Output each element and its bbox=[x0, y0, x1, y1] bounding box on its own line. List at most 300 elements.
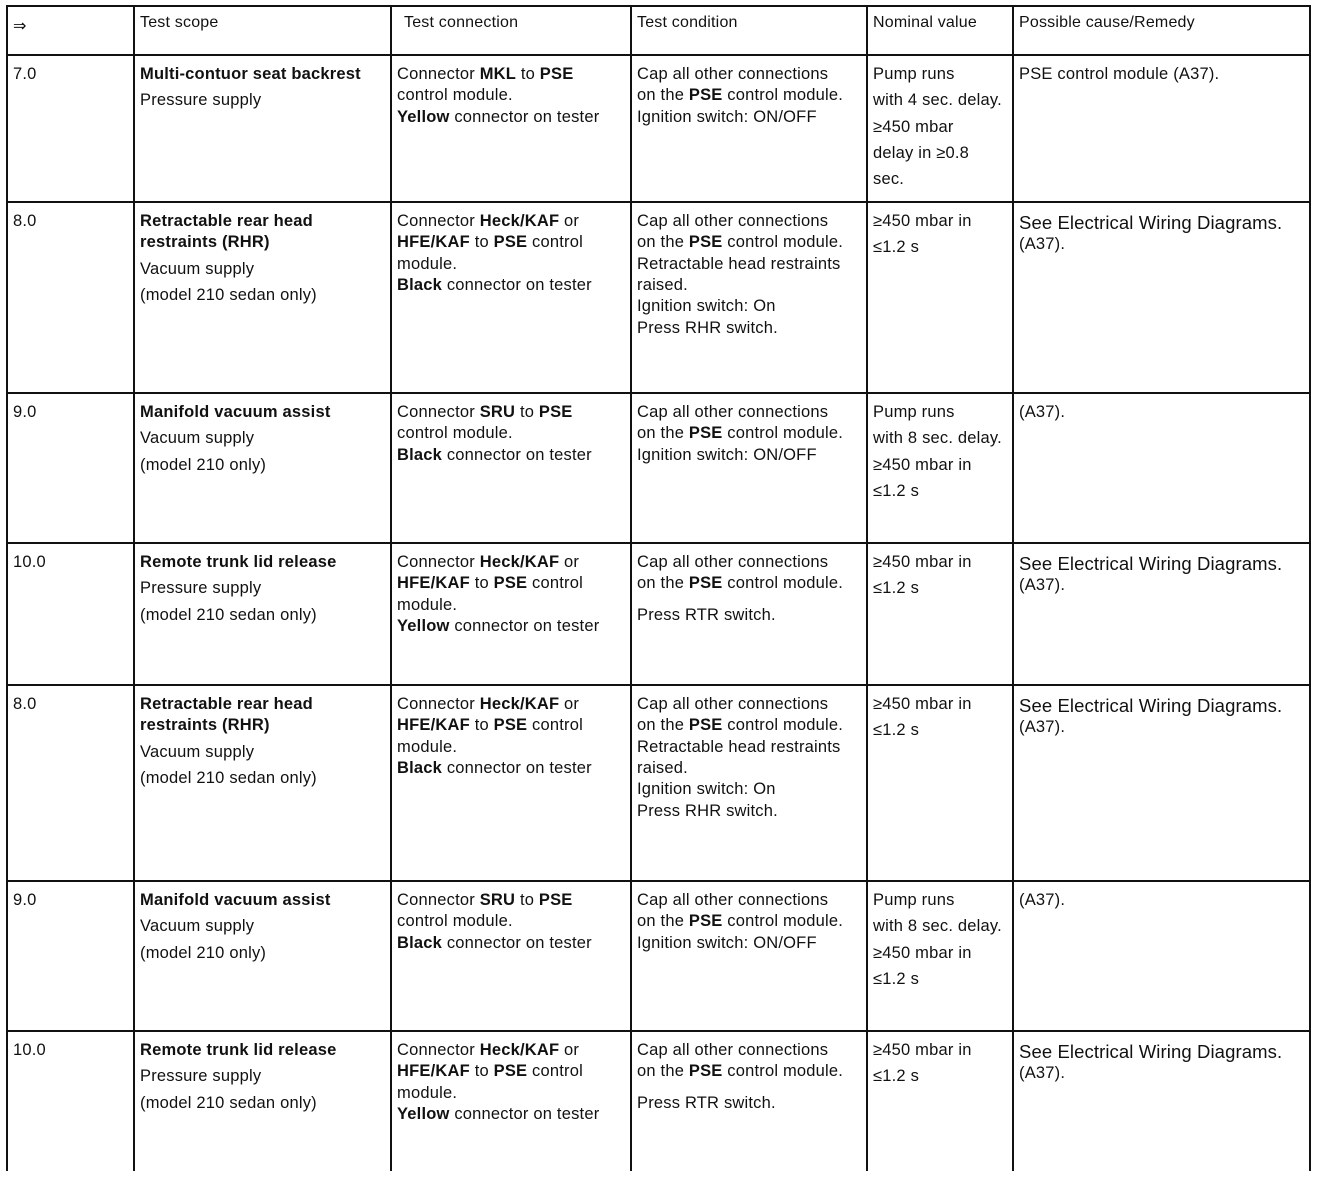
text: raised. bbox=[637, 275, 688, 294]
bold-text: PSE bbox=[688, 716, 723, 735]
test-scope-title: Remote trunk lid release bbox=[140, 1041, 337, 1059]
nominal-value-line: Pump runs bbox=[873, 65, 955, 83]
test-scope-cell bbox=[134, 543, 391, 685]
test-connection-line bbox=[397, 618, 630, 635]
test-condition-line bbox=[637, 1042, 866, 1059]
text: connector on tester bbox=[442, 275, 592, 294]
bold-text: Yellow bbox=[397, 616, 450, 635]
test-number: 9.0 bbox=[13, 403, 37, 421]
test-scope bbox=[135, 1032, 390, 1112]
test-scope-line: (model 210 sedan only) bbox=[140, 605, 317, 624]
text: Ignition switch: ON/OFF bbox=[637, 445, 817, 464]
test-number: 10.0 bbox=[13, 553, 46, 571]
nominal-value-line: delay in ≥0.8 bbox=[873, 143, 970, 162]
test-condition bbox=[632, 56, 866, 126]
test-scope-title: Manifold vacuum assist bbox=[140, 891, 331, 909]
text: connector on tester bbox=[449, 616, 600, 635]
text: Press RTR switch. bbox=[637, 1093, 776, 1112]
test-scope-title: restraints (RHR) bbox=[140, 716, 270, 735]
test-connection-line bbox=[397, 1106, 630, 1123]
text: control bbox=[527, 233, 583, 252]
test-connection-cell bbox=[391, 685, 631, 881]
text: control module. bbox=[722, 424, 844, 443]
test-number: 9.0 bbox=[13, 891, 37, 909]
remedy-text: (A37). bbox=[1019, 235, 1066, 254]
test-condition-line bbox=[637, 66, 866, 83]
remedy-wiring-diagrams: See Electrical Wiring Diagrams. bbox=[1019, 212, 1283, 233]
nominal-value-line: ≤1.2 s bbox=[873, 238, 920, 257]
text: Cap all other connections bbox=[637, 695, 829, 713]
test-condition-line bbox=[637, 404, 866, 421]
remedy-text: (A37). bbox=[1019, 403, 1066, 421]
test-condition-line bbox=[637, 575, 866, 592]
test-condition-line bbox=[637, 607, 866, 624]
nominal-value-line: with 8 sec. delay. bbox=[873, 429, 1002, 448]
nominal-value-cell bbox=[867, 202, 1013, 393]
test-condition-line bbox=[637, 447, 866, 464]
test-condition-cell bbox=[631, 881, 867, 1031]
test-scope-line: Pressure supply bbox=[140, 579, 262, 598]
test-condition-line bbox=[637, 935, 866, 952]
test-number-cell bbox=[7, 202, 134, 393]
nominal-value-line: ≤1.2 s bbox=[873, 721, 920, 740]
test-condition-line bbox=[637, 425, 866, 442]
text: to bbox=[516, 65, 540, 83]
table-row bbox=[7, 1031, 1310, 1171]
remedy-cell bbox=[1013, 393, 1310, 543]
bold-text: Heck/KAF bbox=[479, 553, 560, 571]
test-scope-line: Pressure supply bbox=[140, 91, 262, 110]
test-scope-line: Pressure supply bbox=[140, 1067, 262, 1086]
test-scope bbox=[135, 686, 390, 787]
test-connection-line bbox=[397, 935, 630, 952]
bold-text: HFE/KAF bbox=[397, 233, 470, 252]
text: Ignition switch: ON/OFF bbox=[637, 933, 817, 952]
text: connector on tester bbox=[442, 758, 592, 777]
text: module. bbox=[397, 254, 458, 273]
test-condition-line bbox=[637, 213, 866, 230]
bold-text: Heck/KAF bbox=[479, 1041, 560, 1059]
text: control module. bbox=[722, 912, 844, 931]
text: control bbox=[527, 574, 583, 593]
test-condition-line bbox=[637, 256, 866, 273]
test-connection bbox=[392, 203, 630, 294]
text: connector on tester bbox=[449, 107, 600, 126]
test-connection-line bbox=[397, 404, 630, 421]
remedy-wiring-diagrams: See Electrical Wiring Diagrams. bbox=[1019, 695, 1283, 716]
text: control bbox=[527, 716, 583, 735]
nominal-value-line: ≤1.2 s bbox=[873, 481, 920, 500]
test-condition bbox=[632, 686, 866, 820]
test-number: 8.0 bbox=[13, 695, 37, 713]
text: raised. bbox=[637, 758, 688, 777]
text: control module. bbox=[397, 424, 513, 443]
text: Cap all other connections bbox=[637, 553, 829, 571]
text: Cap all other connections bbox=[637, 891, 829, 909]
test-connection-line bbox=[397, 277, 630, 294]
test-condition-cell bbox=[631, 393, 867, 543]
bold-text: PSE bbox=[538, 403, 573, 421]
test-scope-cell bbox=[134, 55, 391, 202]
text: to bbox=[469, 574, 494, 593]
text: Cap all other connections bbox=[637, 212, 829, 230]
text: or bbox=[559, 553, 580, 571]
header-condition: Test condition bbox=[631, 6, 867, 55]
table-row bbox=[7, 202, 1310, 393]
text: or bbox=[559, 212, 580, 230]
test-scope-cell bbox=[134, 393, 391, 543]
nominal-value-line: Pump runs bbox=[873, 403, 955, 421]
text: to bbox=[469, 716, 494, 735]
test-condition-cell bbox=[631, 543, 867, 685]
test-connection-line bbox=[397, 1042, 630, 1059]
test-condition-line bbox=[637, 1085, 866, 1091]
remedy-text: (A37). bbox=[1019, 718, 1066, 737]
test-condition bbox=[632, 394, 866, 464]
test-connection-line bbox=[397, 66, 630, 83]
text: Connector bbox=[397, 65, 480, 83]
text: control module. bbox=[722, 1062, 844, 1081]
test-number-cell bbox=[7, 685, 134, 881]
text: Ignition switch: ON/OFF bbox=[637, 107, 817, 126]
bold-text: Black bbox=[397, 758, 443, 777]
bold-text: PSE bbox=[493, 574, 528, 593]
test-condition-line bbox=[637, 87, 866, 104]
test-condition-line bbox=[637, 597, 866, 603]
test-scope-cell bbox=[134, 685, 391, 881]
nominal-value-line: ≥450 mbar in bbox=[873, 695, 972, 713]
test-condition-line bbox=[637, 234, 866, 251]
remedy-text: (A37). bbox=[1019, 576, 1066, 595]
test-scope-title: Remote trunk lid release bbox=[140, 553, 337, 571]
text: to bbox=[515, 403, 539, 421]
text: or bbox=[559, 1041, 580, 1059]
nominal-value-line: ≥450 mbar in bbox=[873, 943, 972, 962]
remedy-text: PSE control module (A37). bbox=[1019, 65, 1220, 83]
test-condition-line bbox=[637, 277, 866, 294]
nominal-value-cell bbox=[867, 685, 1013, 881]
remedy-text: (A37). bbox=[1019, 1064, 1066, 1083]
text: module. bbox=[397, 1083, 458, 1102]
header-arrow-cell bbox=[7, 6, 134, 55]
header-row bbox=[7, 6, 1310, 55]
test-condition-cell bbox=[631, 1031, 867, 1171]
test-condition bbox=[632, 1032, 866, 1112]
test-connection-cell bbox=[391, 55, 631, 202]
text: module. bbox=[397, 595, 458, 614]
bold-text: HFE/KAF bbox=[397, 574, 470, 593]
remedy-wiring-diagrams: See Electrical Wiring Diagrams. bbox=[1019, 553, 1283, 574]
test-number: 10.0 bbox=[13, 1041, 46, 1059]
test-scope-title: Retractable rear head bbox=[140, 695, 313, 713]
nominal-value-line: Pump runs bbox=[873, 891, 955, 909]
test-connection-line bbox=[397, 696, 630, 713]
test-scope bbox=[135, 203, 390, 304]
test-connection bbox=[392, 686, 630, 777]
bold-text: PSE bbox=[539, 65, 574, 83]
test-scope-line: (model 210 sedan only) bbox=[140, 1093, 317, 1112]
test-scope-line: Vacuum supply bbox=[140, 259, 255, 278]
bold-text: MKL bbox=[479, 65, 517, 83]
remedy-cell bbox=[1013, 543, 1310, 685]
test-condition bbox=[632, 544, 866, 624]
remedy bbox=[1014, 203, 1309, 254]
bold-text: PSE bbox=[688, 233, 723, 252]
test-scope-title: restraints (RHR) bbox=[140, 233, 270, 252]
test-number-cell bbox=[7, 881, 134, 1031]
test-scope-line: (model 210 only) bbox=[140, 943, 267, 962]
nominal-value-line: ≥450 mbar bbox=[873, 117, 954, 136]
test-scope-cell bbox=[134, 881, 391, 1031]
nominal-value-line: ≥450 mbar in bbox=[873, 1041, 972, 1059]
text: Connector bbox=[397, 891, 480, 909]
text: control module. bbox=[722, 233, 844, 252]
test-number-cell bbox=[7, 543, 134, 685]
test-connection-line bbox=[397, 234, 630, 251]
test-connection bbox=[392, 56, 630, 126]
test-condition-line bbox=[637, 781, 866, 798]
text: Ignition switch: On bbox=[637, 780, 776, 799]
nominal-value-cell bbox=[867, 1031, 1013, 1171]
test-connection-line bbox=[397, 575, 630, 592]
bold-text: Black bbox=[397, 933, 443, 952]
text: control module. bbox=[397, 912, 513, 931]
test-number-cell bbox=[7, 55, 134, 202]
test-connection bbox=[392, 544, 630, 635]
bold-text: SRU bbox=[479, 403, 516, 421]
test-connection-line bbox=[397, 760, 630, 777]
test-connection-line bbox=[397, 87, 630, 104]
test-connection-line bbox=[397, 717, 630, 734]
nominal-value-line: ≤1.2 s bbox=[873, 1067, 920, 1086]
text: control module. bbox=[722, 86, 844, 105]
test-table bbox=[6, 5, 1311, 1171]
test-condition-cell bbox=[631, 685, 867, 881]
nominal-value bbox=[868, 882, 1012, 988]
text: on the bbox=[637, 912, 689, 931]
nominal-value-line: with 4 sec. delay. bbox=[873, 91, 1002, 110]
test-scope bbox=[135, 394, 390, 474]
test-connection bbox=[392, 394, 630, 464]
test-condition-cell bbox=[631, 55, 867, 202]
test-condition-line bbox=[637, 1063, 866, 1080]
text: to bbox=[469, 1062, 494, 1081]
test-number: 7.0 bbox=[13, 65, 37, 83]
test-scope bbox=[135, 544, 390, 624]
nominal-value-line: ≤1.2 s bbox=[873, 969, 920, 988]
test-condition bbox=[632, 882, 866, 952]
test-connection-cell bbox=[391, 881, 631, 1031]
test-condition-cell bbox=[631, 202, 867, 393]
nominal-value-line: ≥450 mbar in bbox=[873, 553, 972, 571]
bold-text: Heck/KAF bbox=[479, 212, 560, 230]
test-condition-line bbox=[637, 760, 866, 777]
text: Connector bbox=[397, 695, 480, 713]
remedy-cell bbox=[1013, 881, 1310, 1031]
test-connection-cell bbox=[391, 202, 631, 393]
remedy-wiring-diagrams: See Electrical Wiring Diagrams. bbox=[1019, 1041, 1283, 1062]
text: Cap all other connections bbox=[637, 403, 829, 421]
bold-text: PSE bbox=[688, 1062, 723, 1081]
text: on the bbox=[637, 86, 689, 105]
text: connector on tester bbox=[442, 933, 592, 952]
text: on the bbox=[637, 233, 689, 252]
bold-text: Heck/KAF bbox=[479, 695, 560, 713]
nominal-value bbox=[868, 394, 1012, 500]
bold-text: PSE bbox=[688, 912, 723, 931]
nominal-value-cell bbox=[867, 881, 1013, 1031]
test-connection bbox=[392, 1032, 630, 1123]
test-number-cell bbox=[7, 393, 134, 543]
nominal-value bbox=[868, 203, 1012, 257]
text: Press RTR switch. bbox=[637, 605, 776, 624]
test-number: 8.0 bbox=[13, 212, 37, 230]
nominal-value bbox=[868, 544, 1012, 598]
test-connection-cell bbox=[391, 1031, 631, 1171]
table-row bbox=[7, 543, 1310, 685]
bold-text: SRU bbox=[479, 891, 516, 909]
test-connection-line bbox=[397, 213, 630, 230]
remedy bbox=[1014, 56, 1309, 83]
text: module. bbox=[397, 737, 458, 756]
text: control module. bbox=[397, 86, 513, 105]
test-connection bbox=[392, 882, 630, 952]
test-condition-line bbox=[637, 298, 866, 315]
remedy-cell bbox=[1013, 202, 1310, 393]
remedy bbox=[1014, 686, 1309, 737]
bold-text: HFE/KAF bbox=[397, 1062, 470, 1081]
nominal-value-cell bbox=[867, 543, 1013, 685]
test-connection-line bbox=[397, 425, 630, 442]
remedy-cell bbox=[1013, 685, 1310, 881]
text: control module. bbox=[722, 574, 844, 593]
test-condition-line bbox=[637, 696, 866, 713]
test-condition-line bbox=[637, 717, 866, 734]
bold-text: PSE bbox=[688, 86, 723, 105]
arrow-icon: ⇒ bbox=[13, 18, 27, 35]
bold-text: PSE bbox=[538, 891, 573, 909]
text: Retractable head restraints bbox=[637, 254, 841, 273]
test-connection-line bbox=[397, 597, 630, 614]
table-row bbox=[7, 55, 1310, 202]
bold-text: PSE bbox=[493, 233, 528, 252]
test-connection-line bbox=[397, 109, 630, 126]
test-condition-line bbox=[637, 803, 866, 820]
remedy-cell bbox=[1013, 55, 1310, 202]
test-condition-line bbox=[637, 739, 866, 756]
test-condition-line bbox=[637, 1095, 866, 1112]
test-condition-line bbox=[637, 109, 866, 126]
text: control bbox=[527, 1062, 583, 1081]
test-connection-line bbox=[397, 1085, 630, 1102]
text: Connector bbox=[397, 403, 480, 421]
nominal-value-line: sec. bbox=[873, 170, 905, 189]
test-connection-line bbox=[397, 913, 630, 930]
remedy bbox=[1014, 882, 1309, 909]
test-connection-cell bbox=[391, 543, 631, 685]
nominal-value-line: with 8 sec. delay. bbox=[873, 917, 1002, 936]
test-scope bbox=[135, 882, 390, 962]
text: connector on tester bbox=[449, 1104, 600, 1123]
test-connection-line bbox=[397, 892, 630, 909]
remedy-cell bbox=[1013, 1031, 1310, 1171]
bold-text: PSE bbox=[688, 424, 723, 443]
remedy bbox=[1014, 394, 1309, 421]
bold-text: PSE bbox=[688, 574, 723, 593]
bold-text: Yellow bbox=[397, 1104, 450, 1123]
bold-text: Black bbox=[397, 275, 443, 294]
text: Ignition switch: On bbox=[637, 297, 776, 316]
test-scope-line: (model 210 only) bbox=[140, 455, 267, 474]
bold-text: PSE bbox=[493, 1062, 528, 1081]
header-remedy: Possible cause/Remedy bbox=[1013, 6, 1310, 55]
text: Cap all other connections bbox=[637, 1041, 829, 1059]
text: on the bbox=[637, 424, 689, 443]
nominal-value bbox=[868, 1032, 1012, 1086]
test-condition-line bbox=[637, 320, 866, 337]
text: to bbox=[469, 233, 494, 252]
nominal-value bbox=[868, 56, 1012, 189]
text: Retractable head restraints bbox=[637, 737, 841, 756]
test-connection-line bbox=[397, 447, 630, 464]
remedy bbox=[1014, 544, 1309, 595]
test-table-sheet bbox=[6, 5, 1309, 1185]
test-scope bbox=[135, 56, 390, 110]
nominal-value bbox=[868, 686, 1012, 740]
nominal-value-line: ≥450 mbar in bbox=[873, 455, 972, 474]
text: Press RHR switch. bbox=[637, 318, 778, 337]
text: control module. bbox=[722, 716, 844, 735]
bold-text: Yellow bbox=[397, 107, 450, 126]
test-scope-cell bbox=[134, 202, 391, 393]
bold-text: Black bbox=[397, 445, 443, 464]
text: connector on tester bbox=[442, 445, 592, 464]
text: or bbox=[559, 695, 580, 713]
text: Connector bbox=[397, 212, 480, 230]
table-row bbox=[7, 393, 1310, 543]
text: on the bbox=[637, 1062, 689, 1081]
bold-text: HFE/KAF bbox=[397, 716, 470, 735]
test-connection-line bbox=[397, 256, 630, 273]
text: Connector bbox=[397, 1041, 480, 1059]
test-connection-line bbox=[397, 739, 630, 756]
remedy bbox=[1014, 1032, 1309, 1083]
test-scope-title: Retractable rear head bbox=[140, 212, 313, 230]
table-row bbox=[7, 685, 1310, 881]
test-condition-line bbox=[637, 892, 866, 909]
text: Cap all other connections bbox=[637, 65, 829, 83]
test-scope-title: Manifold vacuum assist bbox=[140, 403, 331, 421]
remedy-text: (A37). bbox=[1019, 891, 1066, 909]
text: Press RHR switch. bbox=[637, 801, 778, 820]
text: on the bbox=[637, 716, 689, 735]
nominal-value-cell bbox=[867, 393, 1013, 543]
test-scope-line: Vacuum supply bbox=[140, 429, 255, 448]
test-connection-cell bbox=[391, 393, 631, 543]
text: Connector bbox=[397, 553, 480, 571]
header-nominal: Nominal value bbox=[867, 6, 1013, 55]
nominal-value-line: ≥450 mbar in bbox=[873, 212, 972, 230]
nominal-value-cell bbox=[867, 55, 1013, 202]
test-condition-line bbox=[637, 913, 866, 930]
test-scope-cell bbox=[134, 1031, 391, 1171]
nominal-value-line: ≤1.2 s bbox=[873, 579, 920, 598]
test-connection-line bbox=[397, 554, 630, 571]
test-condition-line bbox=[637, 554, 866, 571]
test-connection-line bbox=[397, 1063, 630, 1080]
test-scope-line: (model 210 sedan only) bbox=[140, 768, 317, 787]
test-scope-line: (model 210 sedan only) bbox=[140, 285, 317, 304]
